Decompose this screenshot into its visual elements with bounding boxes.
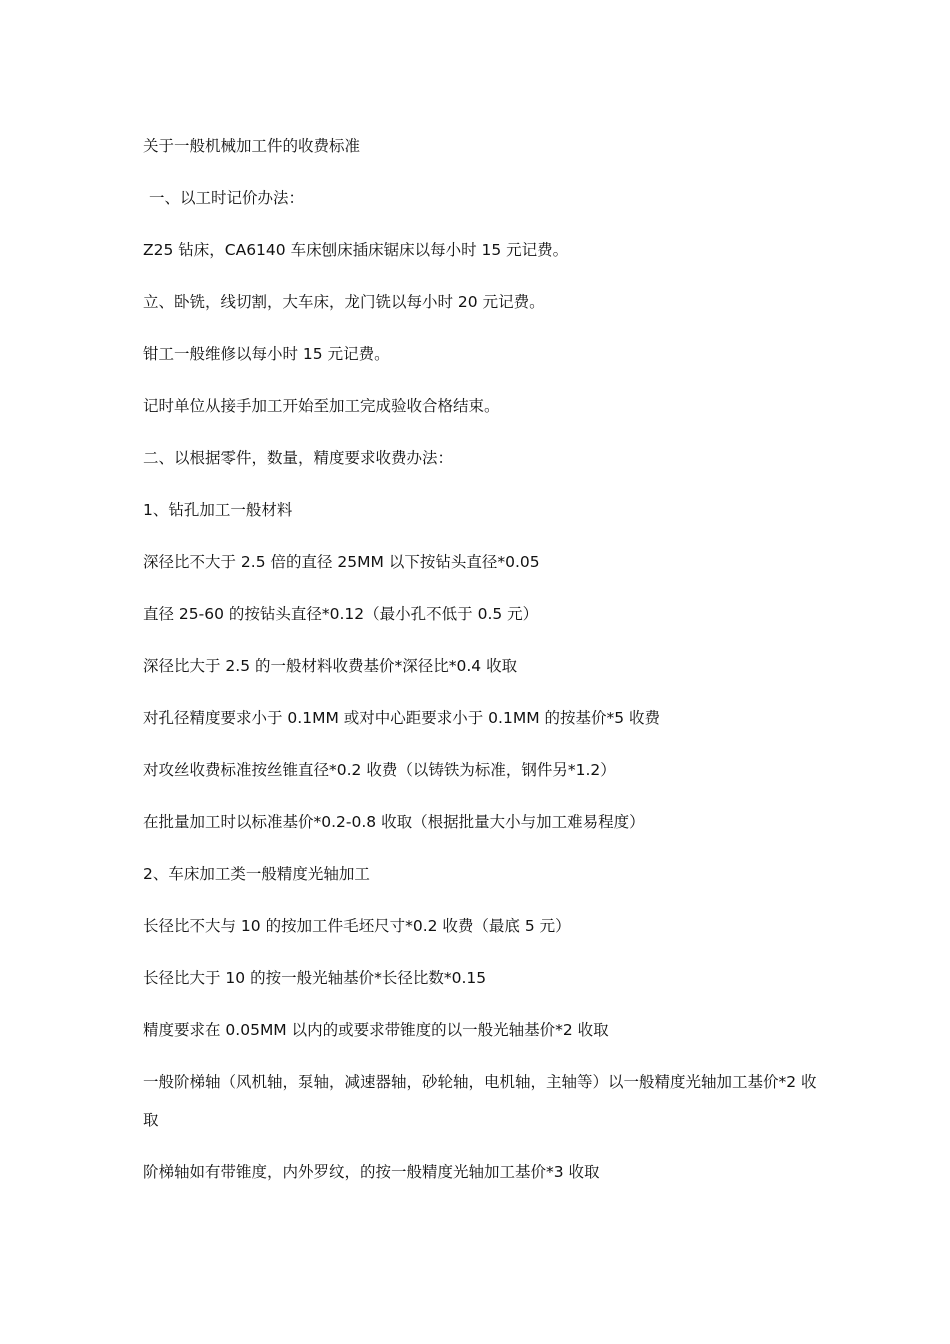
- document-body: [143, 134, 823, 1212]
- paragraph: 一般阶梯轴（风机轴，泵轴，减速器轴，砂轮轴，电机轴，主轴等）以一般精度光轴加工基价*2 收取: [143, 1073, 817, 1129]
- paragraph: Z25 钻床，CA6140 车床刨床插床锯床以每小时 15 元记费。: [143, 241, 569, 259]
- subsection-heading: 1、钻孔加工一般材料: [143, 501, 293, 519]
- paragraph: 钳工一般维修以每小时 15 元记费。: [143, 345, 390, 363]
- paragraph: 对攻丝收费标准按丝锥直径*0.2 收费（以铸铁为标准，钢件另*1.2）: [143, 761, 616, 779]
- paragraph: 在批量加工时以标准基价*0.2-0.8 收取（根据批量大小与加工难易程度）: [143, 813, 645, 831]
- section-heading: 二、以根据零件，数量，精度要求收费办法：: [143, 449, 454, 467]
- section-heading: 一、以工时记价办法：: [149, 189, 305, 207]
- paragraph: 深径比不大于 2.5 倍的直径 25MM 以下按钻头直径*0.05: [143, 553, 540, 571]
- paragraph: 立、卧铣，线切割，大车床，龙门铣以每小时 20 元记费。: [143, 293, 545, 311]
- paragraph: 阶梯轴如有带锥度，内外罗纹，的按一般精度光轴加工基价*3 收取: [143, 1163, 600, 1181]
- paragraph: 长径比不大与 10 的按加工件毛坯尺寸*0.2 收费（最底 5 元）: [143, 917, 571, 935]
- paragraph: 直径 25-60 的按钻头直径*0.12（最小孔不低于 0.5 元）: [143, 605, 539, 623]
- paragraph: 精度要求在 0.05MM 以内的或要求带锥度的以一般光轴基价*2 收取: [143, 1021, 609, 1039]
- paragraph: 深径比大于 2.5 的一般材料收费基价*深径比*0.4 收取: [143, 657, 518, 675]
- paragraph: 对孔径精度要求小于 0.1MM 或对中心距要求小于 0.1MM 的按基价*5 收费: [143, 709, 661, 727]
- subsection-heading: 2、车床加工类一般精度光轴加工: [143, 865, 370, 883]
- paragraph: 长径比大于 10 的按一般光轴基价*长径比数*0.15: [143, 969, 487, 987]
- document-title: 关于一般机械加工件的收费标准: [143, 137, 361, 155]
- paragraph: 记时单位从接手加工开始至加工完成验收合格结束。: [143, 397, 500, 415]
